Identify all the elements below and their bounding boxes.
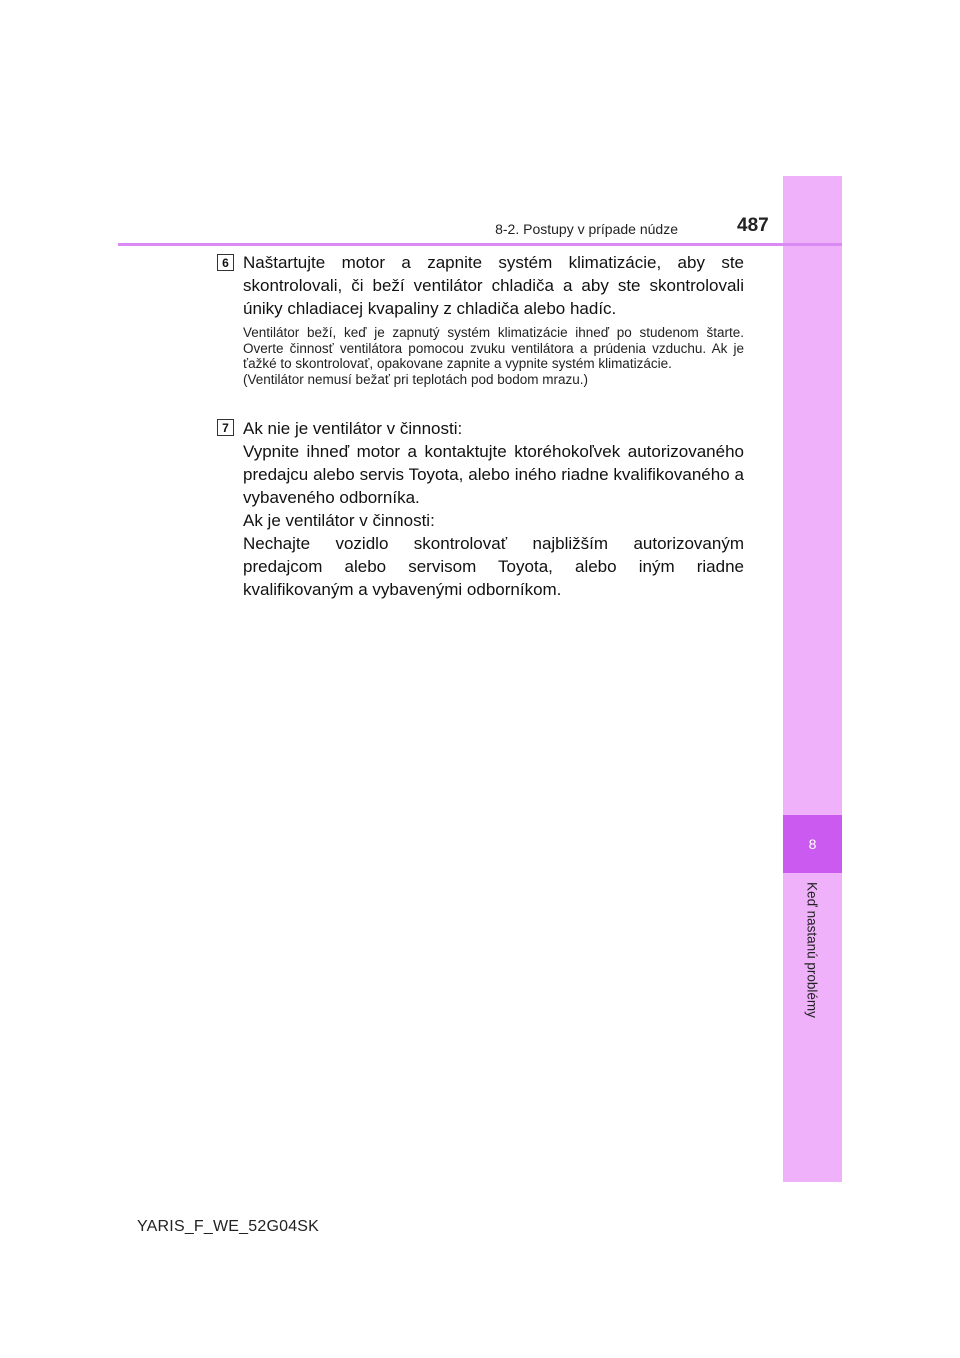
step-badge-6: 6 bbox=[217, 254, 234, 271]
step-7-instruction-off: Vypnite ihneď motor a kontaktujte ktoréhokoľvek autorizovaného predajcu alebo servis Toyota, alebo iného riadne kvalifikovaného a vybaveného odborníka. bbox=[243, 442, 744, 507]
header-rule bbox=[118, 243, 842, 246]
step-7-condition-off: Ak nie je ventilátor v činnosti: bbox=[243, 419, 463, 438]
step-badge-7: 7 bbox=[217, 419, 234, 436]
section-title: 8-2. Postupy v prípade núdze bbox=[495, 221, 678, 237]
step-6-text: Naštartujte motor a zapnite systém klimatizácie, aby ste skontrolovali, či beží ventilátor chladiča a aby ste skontrolovali úniky chladiacej kvapaliny z chladiča alebo hadíc. bbox=[243, 253, 744, 318]
chapter-number-tab: 8 bbox=[783, 815, 842, 873]
chapter-label: Keď nastanú problémy bbox=[804, 882, 820, 1018]
step-6-note-line2: (Ventilátor nemusí bežať pri teplotách pod bodom mrazu.) bbox=[243, 371, 588, 387]
step-7-condition-on: Ak je ventilátor v činnosti: bbox=[243, 511, 435, 530]
step-7-text bbox=[243, 417, 744, 509]
step-6-note bbox=[243, 325, 744, 387]
document-code: YARIS_F_WE_52G04SK bbox=[137, 1218, 320, 1235]
page-number: 487 bbox=[737, 215, 769, 236]
step-6-note-line1: Ventilátor beží, keď je zapnutý systém klimatizácie ihneď po studenom štarte. Overte činnosť ventilátora pomocou zvuku ventilátora a prúdenia vzduchu. Ak je ťažké to skontrolovať, opakovane zapnite a vypnite systém klimatizácie. bbox=[243, 325, 744, 371]
step-7-instruction-on: Nechajte vozidlo skontrolovať najbližším autorizovaným predajcom alebo servisom Toyota, alebo iným riadne kvalifikovaným a vybavenými odborníkom. bbox=[243, 534, 744, 599]
chapter-side-tab bbox=[783, 176, 842, 1182]
step-7-text-2 bbox=[243, 509, 744, 601]
